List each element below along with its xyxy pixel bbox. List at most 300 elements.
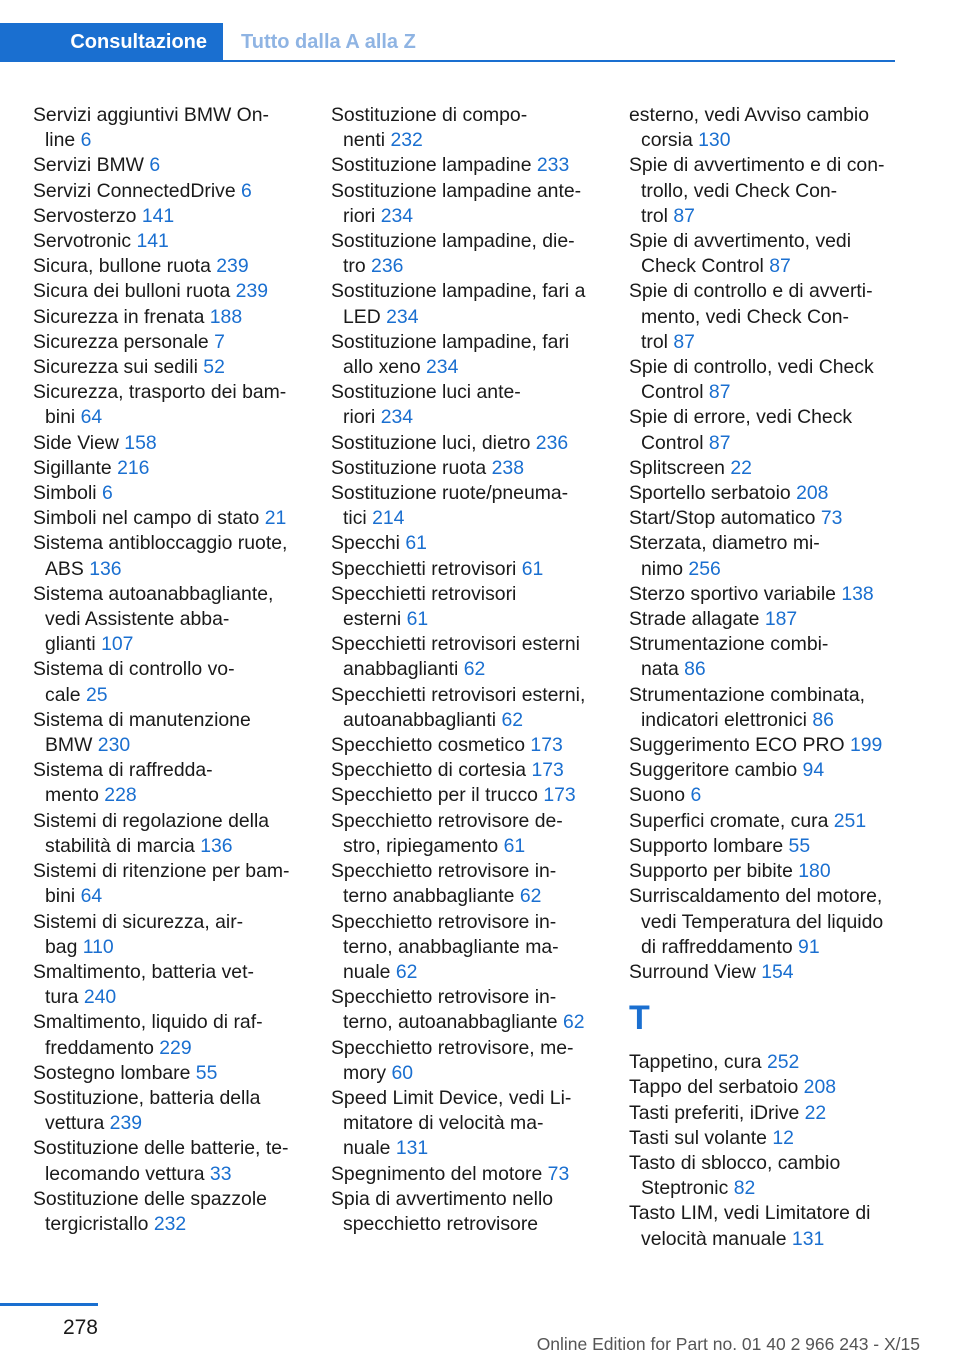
index-entry-text: nuale bbox=[343, 960, 391, 983]
index-entry-text: mory bbox=[343, 1061, 387, 1084]
page-reference-link[interactable]: 6 bbox=[80, 129, 92, 152]
index-entry-text: Spegnimento del motore bbox=[331, 1162, 543, 1185]
page-reference-link[interactable]: 233 bbox=[536, 154, 570, 177]
index-entry bbox=[331, 632, 623, 682]
index-entry-continuation bbox=[629, 103, 921, 153]
page-reference-link[interactable]: 62 bbox=[519, 885, 542, 908]
index-entry-text: Specchietti retrovisori bbox=[331, 582, 517, 605]
index-entry bbox=[629, 1201, 921, 1251]
page-reference-link[interactable]: 173 bbox=[530, 734, 563, 757]
index-entry-text: Sistemi di regolazione della bbox=[33, 809, 270, 832]
index-entry bbox=[33, 1086, 325, 1136]
index-entry-text: Spia di avvertimento nello bbox=[331, 1187, 554, 1210]
index-entry bbox=[629, 960, 921, 985]
index-entry-text: nimo bbox=[641, 557, 684, 580]
index-entry bbox=[33, 910, 325, 960]
page-reference-link[interactable]: 73 bbox=[547, 1162, 570, 1185]
index-entry bbox=[33, 380, 325, 430]
index-entry-text: Sistema antibloccaggio ruote, bbox=[33, 532, 288, 555]
index-entry-text: Suggeritore cambio bbox=[629, 759, 798, 782]
page-reference-link[interactable]: 154 bbox=[761, 960, 794, 983]
page-reference-link[interactable]: 87 bbox=[708, 431, 731, 454]
page-reference-link[interactable]: 12 bbox=[772, 1126, 794, 1149]
page-reference-link[interactable]: 25 bbox=[85, 683, 108, 706]
index-entry-text: corsia bbox=[641, 129, 693, 152]
page-reference-link[interactable]: 52 bbox=[203, 356, 225, 379]
page-reference-link[interactable]: 131 bbox=[395, 1137, 429, 1160]
index-entry-text: Sigillante bbox=[33, 456, 112, 479]
index-entry-text: nenti bbox=[343, 129, 386, 152]
page-reference-link[interactable]: 236 bbox=[535, 431, 569, 454]
index-entry-text: Specchi bbox=[331, 532, 400, 555]
index-entry-text: Surround View bbox=[629, 960, 756, 983]
index-entry-text: Sostituzione lampadine ante‐ bbox=[331, 179, 582, 202]
index-entry bbox=[629, 229, 921, 279]
index-column-2 bbox=[331, 103, 623, 1237]
index-entry-text: Smaltimento, liquido di raf‐ bbox=[33, 1011, 263, 1034]
index-entry bbox=[629, 506, 921, 531]
index-entry-text: Sostegno lombare bbox=[33, 1061, 191, 1084]
index-entry bbox=[629, 733, 921, 758]
index-entry bbox=[33, 481, 325, 506]
index-entry-text: mento bbox=[45, 784, 99, 807]
index-entry-text: Sistema autoanabbagliante, bbox=[33, 582, 274, 605]
page-reference-link[interactable]: 86 bbox=[812, 708, 834, 731]
footer-divider bbox=[0, 1303, 98, 1306]
index-entry-text: specchietto retrovisore bbox=[343, 1212, 539, 1235]
page-reference-link[interactable]: 208 bbox=[803, 1076, 837, 1099]
index-entry-text: Sistemi di ritenzione per bam‐ bbox=[33, 860, 290, 883]
index-entry-text: line bbox=[45, 129, 76, 152]
page-reference-link[interactable]: 61 bbox=[406, 608, 429, 631]
index-entry bbox=[629, 758, 921, 783]
page-header bbox=[0, 23, 895, 62]
index-entry-text: Tappo del serbatoio bbox=[629, 1076, 799, 1099]
index-entry-text: Sostituzione delle batterie, te‐ bbox=[33, 1137, 289, 1160]
index-entry-text: allo xeno bbox=[343, 356, 421, 379]
index-entry-text: trol bbox=[641, 330, 668, 353]
index-entry bbox=[629, 607, 921, 632]
index-entry bbox=[33, 204, 325, 229]
page-reference-link[interactable]: 138 bbox=[841, 582, 874, 605]
index-entry-text: terno, autoanabbagliante bbox=[343, 1011, 558, 1034]
index-entry-text: BMW bbox=[45, 734, 93, 757]
index-entry-text: riori bbox=[343, 204, 376, 227]
index-entry bbox=[331, 783, 623, 808]
index-entry-text: Servotronic bbox=[33, 230, 132, 253]
page-reference-link[interactable]: 239 bbox=[235, 280, 269, 303]
index-entry bbox=[33, 506, 325, 531]
page-reference-link[interactable]: 6 bbox=[101, 482, 113, 505]
page-reference-link[interactable]: 6 bbox=[241, 179, 252, 202]
page-reference-link[interactable]: 61 bbox=[503, 834, 526, 857]
index-entry bbox=[33, 708, 325, 758]
page-reference-link[interactable]: 60 bbox=[391, 1061, 414, 1084]
index-entry-text: Strade allagate bbox=[629, 608, 760, 631]
page-reference-link[interactable]: 130 bbox=[698, 129, 731, 152]
index-entry bbox=[331, 910, 623, 986]
page-reference-link[interactable]: 229 bbox=[159, 1036, 192, 1059]
index-entry-text: nuale bbox=[343, 1137, 391, 1160]
page-reference-link[interactable]: 239 bbox=[109, 1112, 143, 1135]
index-entry-text: Tasti sul volante bbox=[629, 1126, 767, 1149]
page-reference-link[interactable]: 55 bbox=[788, 834, 811, 857]
index-entry-text: Strumentazione combinata, bbox=[629, 683, 866, 706]
page-reference-link[interactable]: 87 bbox=[769, 255, 791, 278]
index-entry bbox=[33, 279, 325, 304]
index-entry-text: bag bbox=[45, 935, 78, 958]
index-entry bbox=[331, 582, 623, 632]
page-reference-link[interactable]: 252 bbox=[766, 1051, 800, 1074]
page-reference-link[interactable]: 62 bbox=[463, 658, 486, 681]
page-reference-link[interactable]: 94 bbox=[802, 759, 825, 782]
page-reference-link[interactable]: 236 bbox=[371, 255, 404, 278]
index-entry-text: Specchietti retrovisori esterni, bbox=[331, 683, 586, 706]
index-entry-text: Tappetino, cura bbox=[629, 1051, 762, 1074]
index-entry-text: Specchietto retrovisore de‐ bbox=[331, 809, 563, 832]
index-entry-text: Supporto per bibite bbox=[629, 860, 793, 883]
index-entry-text: Servizi aggiuntivi BMW On‐ bbox=[33, 104, 269, 126]
page-reference-link[interactable]: 234 bbox=[426, 356, 459, 379]
index-entry-text: glianti bbox=[45, 633, 96, 656]
index-entry bbox=[629, 809, 921, 834]
page-reference-link[interactable]: 110 bbox=[82, 935, 114, 958]
index-entry-text: di raffreddamento bbox=[641, 935, 793, 958]
index-entry-text: mento, vedi Check Con‐ bbox=[641, 305, 850, 328]
index-entry-text: Surriscaldamento del motore, bbox=[629, 885, 883, 908]
index-entry-text: Suono bbox=[629, 784, 686, 807]
index-entry-text: Sostituzione lampadine, fari a bbox=[331, 280, 586, 303]
index-entry-text: Simboli bbox=[33, 482, 97, 505]
index-entry bbox=[33, 859, 325, 909]
page-reference-link[interactable]: 82 bbox=[733, 1177, 756, 1200]
index-entry bbox=[331, 279, 623, 329]
index-entry-text: Strumentazione combi‐ bbox=[629, 633, 829, 656]
index-entry-text: tro bbox=[343, 255, 366, 278]
index-entry-text: Spie di avvertimento, vedi bbox=[629, 230, 852, 253]
index-entry-text: Sostituzione lampadine bbox=[331, 154, 532, 177]
index-entry bbox=[331, 330, 623, 380]
index-entry-text: Sicurezza, trasporto dei bam‐ bbox=[33, 381, 287, 404]
index-entry-text: terno anabbagliante bbox=[343, 885, 515, 908]
index-entry-text: bini bbox=[45, 406, 76, 429]
index-entry bbox=[331, 481, 623, 531]
index-entry-text: indicatori elettronici bbox=[641, 708, 807, 731]
index-column-1 bbox=[33, 103, 325, 1237]
index-entry-text: Servizi BMW bbox=[33, 154, 144, 177]
page-reference-link[interactable]: 55 bbox=[195, 1061, 218, 1084]
index-entry-text: Sostituzione lampadine, fari bbox=[331, 330, 570, 353]
index-entry bbox=[33, 431, 325, 456]
index-entry-text: lecomando vettura bbox=[45, 1162, 205, 1185]
page-reference-link[interactable]: 87 bbox=[673, 330, 695, 353]
index-entry-text: Check Control bbox=[641, 255, 764, 278]
index-entry-text: Specchietto retrovisore in‐ bbox=[331, 986, 557, 1009]
index-letter-heading: T bbox=[629, 999, 650, 1038]
page-reference-link[interactable]: 239 bbox=[216, 255, 249, 278]
page-reference-link[interactable]: 87 bbox=[708, 381, 731, 404]
index-entry bbox=[33, 103, 325, 153]
page-reference-link[interactable]: 240 bbox=[83, 986, 117, 1009]
index-entry bbox=[629, 884, 921, 960]
page-reference-link[interactable]: 180 bbox=[798, 860, 831, 883]
index-entry-text: Tasti preferiti, iDrive bbox=[629, 1101, 800, 1124]
page-reference-link[interactable]: 234 bbox=[380, 204, 414, 227]
page-reference-link[interactable]: 251 bbox=[833, 809, 867, 832]
index-entry-text: Sportello serbatoio bbox=[629, 482, 791, 505]
index-entry bbox=[331, 380, 623, 430]
index-entry bbox=[629, 834, 921, 859]
index-entry bbox=[629, 859, 921, 884]
index-entry-text: Sostituzione delle spazzole bbox=[33, 1187, 267, 1210]
index-entry bbox=[331, 733, 623, 758]
index-entry bbox=[33, 582, 325, 658]
index-entry-text: Control bbox=[641, 381, 704, 404]
index-entry bbox=[331, 229, 623, 279]
index-entry-text: Specchietto retrovisore, me‐ bbox=[331, 1036, 574, 1059]
index-entry-text: trollo, vedi Check Con‐ bbox=[641, 179, 838, 202]
index-entry bbox=[331, 179, 623, 229]
index-entry-text: Servizi ConnectedDrive bbox=[33, 179, 236, 202]
index-entry bbox=[629, 1050, 921, 1075]
index-entry-text: velocità manuale bbox=[641, 1227, 787, 1250]
index-entry bbox=[33, 809, 325, 859]
index-entry-text: Sistema di raffredda‐ bbox=[33, 759, 213, 782]
index-entry-text: tici bbox=[343, 507, 367, 530]
index-entry-text: Side View bbox=[33, 431, 119, 454]
index-entry-text: Specchietto cosmetico bbox=[331, 734, 526, 757]
index-entry bbox=[331, 758, 623, 783]
page-reference-link[interactable]: 62 bbox=[395, 960, 418, 983]
index-entry-text: Sostituzione ruote/pneuma‐ bbox=[331, 482, 569, 505]
index-entry-text: Specchietto per il trucco bbox=[331, 784, 538, 807]
index-entry bbox=[331, 985, 623, 1035]
index-entry-text: Specchietto retrovisore in‐ bbox=[331, 910, 557, 933]
page-reference-link[interactable]: 173 bbox=[543, 784, 576, 807]
index-entry bbox=[629, 153, 921, 229]
index-entry-text: Sostituzione luci, dietro bbox=[331, 431, 531, 454]
index-entry-text: Speed Limit Device, vedi Li‐ bbox=[331, 1086, 572, 1109]
index-entry-text: ABS bbox=[45, 557, 84, 580]
index-entry-text: Smaltimento, batteria vet‐ bbox=[33, 960, 254, 983]
index-entry-text: Sicura, bullone ruota bbox=[33, 255, 211, 278]
page-reference-link[interactable]: 64 bbox=[80, 406, 103, 429]
index-entry-text: nata bbox=[641, 658, 679, 681]
index-entry-text: Sicurezza personale bbox=[33, 330, 209, 353]
index-entry bbox=[331, 431, 623, 456]
subsection-tab-a-z: Tutto dalla A alla Z bbox=[241, 31, 416, 53]
index-entry bbox=[629, 405, 921, 455]
index-entry bbox=[629, 355, 921, 405]
index-entry-text: mitatore di velocità ma‐ bbox=[343, 1112, 544, 1135]
index-entry bbox=[331, 859, 623, 909]
page-reference-link[interactable]: 62 bbox=[501, 708, 524, 731]
index-entry bbox=[331, 531, 623, 556]
index-entry-text: Sistemi di sicurezza, air‐ bbox=[33, 910, 244, 933]
index-entry bbox=[629, 783, 921, 808]
index-entry-text: esterno, vedi Avviso cambio bbox=[629, 104, 869, 126]
index-entry-text: stro, ripiegamento bbox=[343, 834, 499, 857]
index-entry-text: autoanabbaglianti bbox=[343, 708, 497, 731]
page-reference-link[interactable]: 21 bbox=[264, 507, 287, 530]
page-reference-link[interactable]: 214 bbox=[372, 507, 405, 530]
index-entry bbox=[33, 355, 325, 380]
index-entry bbox=[33, 1187, 325, 1237]
page-reference-link[interactable]: 22 bbox=[730, 456, 752, 479]
page-reference-link[interactable]: 238 bbox=[491, 456, 524, 479]
page-reference-link[interactable]: 73 bbox=[820, 507, 843, 530]
index-entry-text: Sostituzione luci ante‐ bbox=[331, 381, 521, 404]
index-entry bbox=[331, 1187, 623, 1237]
page-reference-link[interactable]: 216 bbox=[117, 456, 150, 479]
page-reference-link[interactable]: 232 bbox=[390, 129, 423, 152]
index-entry-text: Simboli nel campo di stato bbox=[33, 507, 260, 530]
index-entry-text: Sterzo sportivo variabile bbox=[629, 582, 836, 605]
index-entry-text: Sostituzione, batteria della bbox=[33, 1086, 261, 1109]
index-entry-text: tergicristallo bbox=[45, 1212, 149, 1235]
index-entry bbox=[33, 330, 325, 355]
index-entry-text: Supporto lombare bbox=[629, 834, 784, 857]
index-entry bbox=[331, 103, 623, 153]
page-reference-link[interactable]: 234 bbox=[380, 406, 414, 429]
index-entry bbox=[33, 456, 325, 481]
index-entry-text: Spie di controllo e di avverti‐ bbox=[629, 280, 873, 303]
index-entry-text: Spie di controllo, vedi Check bbox=[629, 356, 874, 379]
page-reference-link[interactable]: 87 bbox=[673, 204, 695, 227]
index-entry bbox=[331, 683, 623, 733]
index-entry bbox=[629, 1075, 921, 1100]
page-reference-link[interactable]: 6 bbox=[149, 154, 161, 177]
page-reference-link[interactable]: 199 bbox=[849, 734, 883, 757]
page-reference-link[interactable]: 62 bbox=[562, 1011, 585, 1034]
index-entry-text: Suggerimento ECO PRO bbox=[629, 734, 845, 757]
index-entry-text: Specchietti retrovisori esterni bbox=[331, 633, 580, 656]
index-entry bbox=[33, 1136, 325, 1186]
page-reference-link[interactable]: 208 bbox=[796, 482, 829, 505]
page-reference-link[interactable]: 22 bbox=[804, 1101, 827, 1124]
index-entry-text: Start/Stop automatico bbox=[629, 507, 816, 530]
page-reference-link[interactable]: 33 bbox=[209, 1162, 232, 1185]
index-entry-text: Sostituzione lampadine, die‐ bbox=[331, 230, 575, 253]
index-entry bbox=[33, 179, 325, 204]
index-entry-text: tura bbox=[45, 986, 79, 1009]
index-entry-text: terno, anabbagliante ma‐ bbox=[343, 935, 559, 958]
index-entry bbox=[629, 481, 921, 506]
page-reference-link[interactable]: 232 bbox=[153, 1212, 187, 1235]
index-entry bbox=[33, 153, 325, 178]
index-entry-text: Tasto di sblocco, cambio bbox=[629, 1151, 841, 1174]
index-entry bbox=[331, 1086, 623, 1162]
page-reference-link[interactable]: 7 bbox=[214, 330, 225, 353]
index-entry bbox=[33, 960, 325, 1010]
index-entry-text: Control bbox=[641, 431, 704, 454]
index-entry bbox=[331, 153, 623, 178]
index-entry bbox=[33, 1010, 325, 1060]
index-entry bbox=[629, 1151, 921, 1201]
index-entry-text: Steptronic bbox=[641, 1177, 729, 1200]
page-number: 278 bbox=[62, 1316, 98, 1339]
index-entry-text: bini bbox=[45, 885, 76, 908]
index-entry-text: Tasto LIM, vedi Limitatore di bbox=[629, 1202, 871, 1225]
index-entry bbox=[331, 456, 623, 481]
edition-footer: Online Edition for Part no. 01 40 2 966 243 - X/15 bbox=[536, 1334, 920, 1354]
index-entry-text: freddamento bbox=[45, 1036, 154, 1059]
page-reference-link[interactable]: 61 bbox=[521, 557, 544, 580]
page-reference-link[interactable]: 131 bbox=[791, 1227, 825, 1250]
index-entry-text: Specchietti retrovisori bbox=[331, 557, 517, 580]
index-entry-text: Sicurezza sui sedili bbox=[33, 356, 198, 379]
index-entry bbox=[629, 582, 921, 607]
index-entry-text: Spie di errore, vedi Check bbox=[629, 406, 853, 429]
index-entry bbox=[629, 531, 921, 581]
page-reference-link[interactable]: 158 bbox=[124, 431, 157, 454]
index-entry bbox=[331, 809, 623, 859]
page-reference-link[interactable]: 187 bbox=[764, 608, 798, 631]
page-reference-link[interactable]: 136 bbox=[200, 834, 233, 857]
index-entry bbox=[33, 657, 325, 707]
page-reference-link[interactable]: 188 bbox=[209, 305, 243, 328]
index-entry bbox=[33, 229, 325, 254]
index-entry-text: esterni bbox=[343, 608, 402, 631]
index-entry bbox=[629, 632, 921, 682]
index-entry-text: cale bbox=[45, 683, 81, 706]
page-reference-link[interactable]: 173 bbox=[531, 759, 564, 782]
index-entry-text: Splitscreen bbox=[629, 456, 725, 479]
header-divider bbox=[0, 60, 895, 62]
index-entry bbox=[33, 254, 325, 279]
index-entry bbox=[33, 305, 325, 330]
index-entry-text: Sicurezza in frenata bbox=[33, 305, 205, 328]
page-reference-link[interactable]: 228 bbox=[104, 784, 137, 807]
index-entry-text: Specchietto retrovisore in‐ bbox=[331, 860, 557, 883]
index-entry bbox=[331, 1036, 623, 1086]
index-entry-text: Sostituzione ruota bbox=[331, 456, 487, 479]
index-entry bbox=[33, 531, 325, 581]
index-entry-text: LED bbox=[343, 305, 381, 328]
index-entry-text: Sicura dei bulloni ruota bbox=[33, 280, 231, 303]
index-entry bbox=[331, 557, 623, 582]
index-entry-text: Sistema di manutenzione bbox=[33, 708, 251, 731]
page-reference-link[interactable]: 86 bbox=[684, 658, 706, 681]
page-reference-link[interactable]: 141 bbox=[141, 204, 175, 227]
page-reference-link[interactable]: 136 bbox=[89, 557, 122, 580]
page-reference-link[interactable]: 61 bbox=[405, 532, 427, 555]
index-entry-text: anabbaglianti bbox=[343, 658, 459, 681]
page-reference-link[interactable]: 91 bbox=[798, 935, 820, 958]
index-entry bbox=[629, 456, 921, 481]
index-entry-text: vettura bbox=[45, 1112, 105, 1135]
index-entry-text: riori bbox=[343, 406, 376, 429]
index-entry-text: stabilità di marcia bbox=[45, 834, 195, 857]
index-entry-text: Specchietto di cortesia bbox=[331, 759, 527, 782]
page-reference-link[interactable]: 6 bbox=[690, 784, 702, 807]
index-entry-text: vedi Temperatura del liquido bbox=[641, 910, 884, 933]
section-tab-consultazione: Consultazione bbox=[0, 23, 223, 62]
index-entry bbox=[33, 758, 325, 808]
index-entry bbox=[33, 1061, 325, 1086]
page-reference-link[interactable]: 64 bbox=[80, 885, 103, 908]
page-reference-link[interactable]: 141 bbox=[136, 230, 169, 253]
index-entry-text: Superfici cromate, cura bbox=[629, 809, 829, 832]
page-reference-link[interactable]: 230 bbox=[97, 734, 131, 757]
index-entry bbox=[629, 1126, 921, 1151]
index-entry-text: vedi Assistente abba‐ bbox=[45, 608, 230, 631]
page-reference-link[interactable]: 107 bbox=[101, 633, 134, 656]
index-entry bbox=[331, 1162, 623, 1187]
page-reference-link[interactable]: 234 bbox=[386, 305, 419, 328]
page-reference-link[interactable]: 256 bbox=[688, 557, 721, 580]
index-column-3 bbox=[629, 103, 921, 1252]
